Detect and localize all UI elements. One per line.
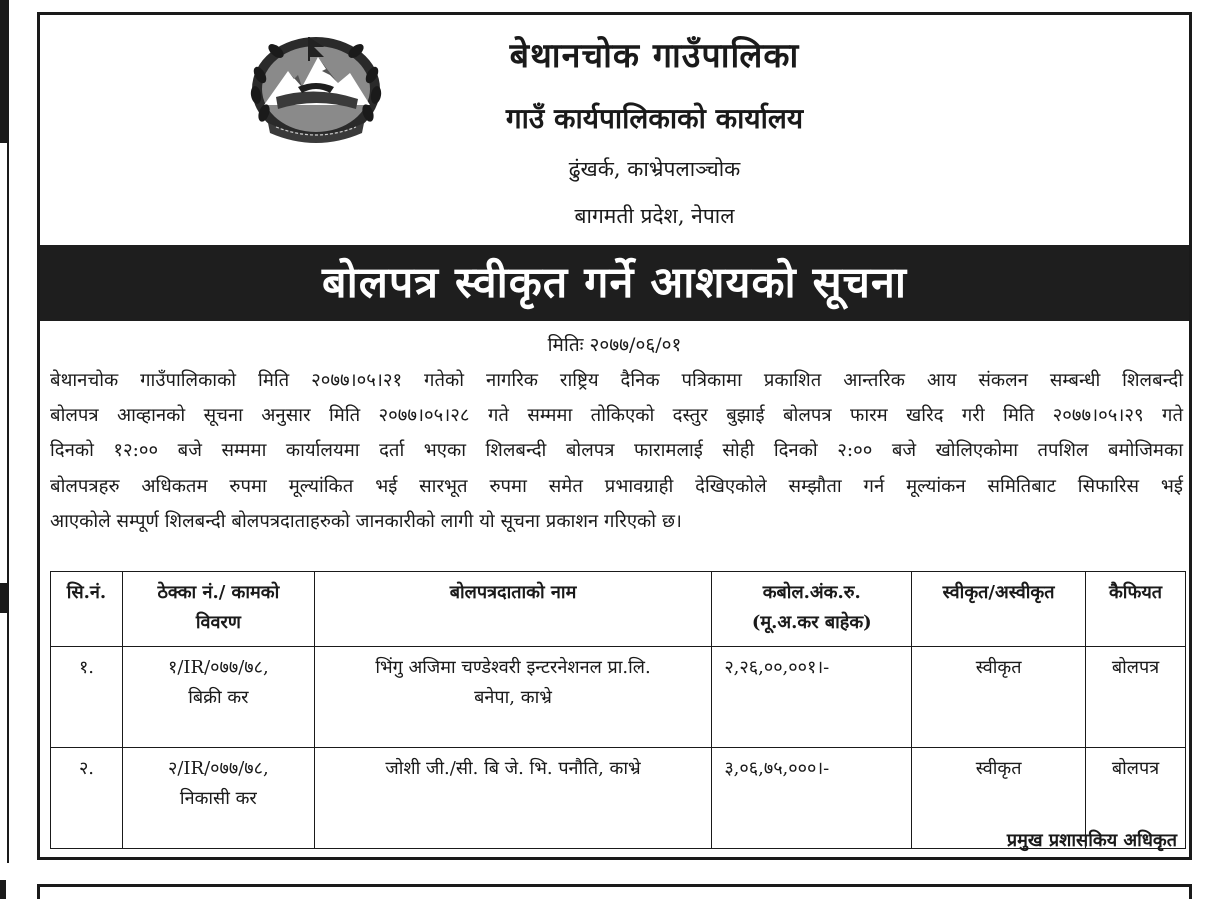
cell-bidder: भिंगु अजिमा चण्डेश्वरी इन्टरनेशनल प्रा.लि. बनेपा, काभ्रे xyxy=(314,647,712,748)
left-edge-rule xyxy=(7,143,9,583)
signatory-title: प्रमुख प्रशासकिय अधिकृत xyxy=(1006,830,1177,851)
cell-amount: ३,०६,७५,०००।- xyxy=(712,748,912,849)
cell-contract: १/IR/०७७/७८, बिक्री कर xyxy=(122,647,314,748)
address-line-2: बागमती प्रदेश, नेपाल xyxy=(574,204,735,228)
address-line-1: ढुंखर्क, काभ्रेपलाञ्चोक xyxy=(568,157,741,181)
body-line: दिनको १२:०० बजे सम्ममा कार्यालयमा दर्ता भएका शिलबन्दी बोलपत्र फारामलाई सोही दिनको २:०० बजे खोलिएकोमा तपशिल बमोजिमका xyxy=(50,440,1183,462)
left-edge-dark-block-3 xyxy=(0,880,6,899)
cell-amount: २,२६,००,००१।- xyxy=(712,647,912,748)
notice-header xyxy=(40,15,1189,245)
cell-remarks: बोलपत्र xyxy=(1086,748,1186,849)
header-remarks: कैफियत xyxy=(1086,572,1186,647)
header-bidder: बोलपत्रदाताको नाम xyxy=(314,572,712,647)
header-status: स्वीकृत/अस्वीकृत xyxy=(912,572,1086,647)
office-name: गाउँ कार्यपालिकाको कार्यालय xyxy=(505,102,804,135)
header-contract: ठेक्का नं./ कामको विवरण xyxy=(122,572,314,647)
header-sn: सि.नं. xyxy=(51,572,123,647)
cell-bidder: जोशी जी./सी. बि जे. भि. पनौति, काभ्रे xyxy=(314,748,712,849)
left-edge-clipping xyxy=(0,0,9,899)
notice-title: बोलपत्र स्वीकृत गर्ने आशयको सूचना xyxy=(40,245,1189,321)
body-line: आएकोले सम्पूर्ण शिलबन्दी बोलपत्रदाताहरुको जानकारीको लागी यो सूचना प्रकाशन गरिएको छ। xyxy=(50,510,682,532)
left-edge-rule-2 xyxy=(7,613,9,863)
header-amount: कबोल.अंक.रु. (मू.अ.कर बाहेक) xyxy=(712,572,912,647)
cell-status: स्वीकृत xyxy=(912,748,1086,849)
table-row xyxy=(51,647,1186,748)
cell-contract: २/IR/०७७/७८, निकासी कर xyxy=(122,748,314,849)
left-edge-dark-block xyxy=(0,0,9,143)
organization-name: बेथानचोक गाउँपालिका xyxy=(509,36,800,76)
body-line: बोलपत्रहरु अधिकतम रुपमा मूल्यांकित भई सारभूत रुपमा समेत प्रभावग्राही देखिएकोले सम्झौता गर्न मूल्यांकन समितिबाट सिफारिस भई xyxy=(50,475,1183,497)
cell-status: स्वीकृत xyxy=(912,647,1086,748)
body-line: बोलपत्र आव्हानको सूचना अनुसार मिति २०७७।०५।२८ गते सम्ममा तोकिएको दस्तुर बुझाई बोलपत्र फारम खरिद गरी मिति २०७७।०५।२९ गते xyxy=(50,405,1183,427)
cell-remarks: बोलपत्र xyxy=(1086,647,1186,748)
cell-sn: १. xyxy=(51,647,123,748)
tender-notice-box xyxy=(37,12,1192,860)
cell-sn: २. xyxy=(51,748,123,849)
table-header-row xyxy=(51,572,1186,647)
next-notice-box-edge xyxy=(37,884,1192,899)
notice-date: मितिः २०७७/०६/०१ xyxy=(547,334,682,356)
notice-body xyxy=(50,363,1183,539)
body-line: बेथानचोक गाउँपालिकाको मिति २०७७।०५।२१ गतेको नागरिक राष्ट्रिय दैनिक पत्रिकामा प्रकाशित आन्तरिक आय संकलन सम्बन्धी शिलबन्दी xyxy=(50,370,1183,391)
bid-results-table xyxy=(50,571,1186,849)
left-edge-dark-block-2 xyxy=(0,583,9,613)
